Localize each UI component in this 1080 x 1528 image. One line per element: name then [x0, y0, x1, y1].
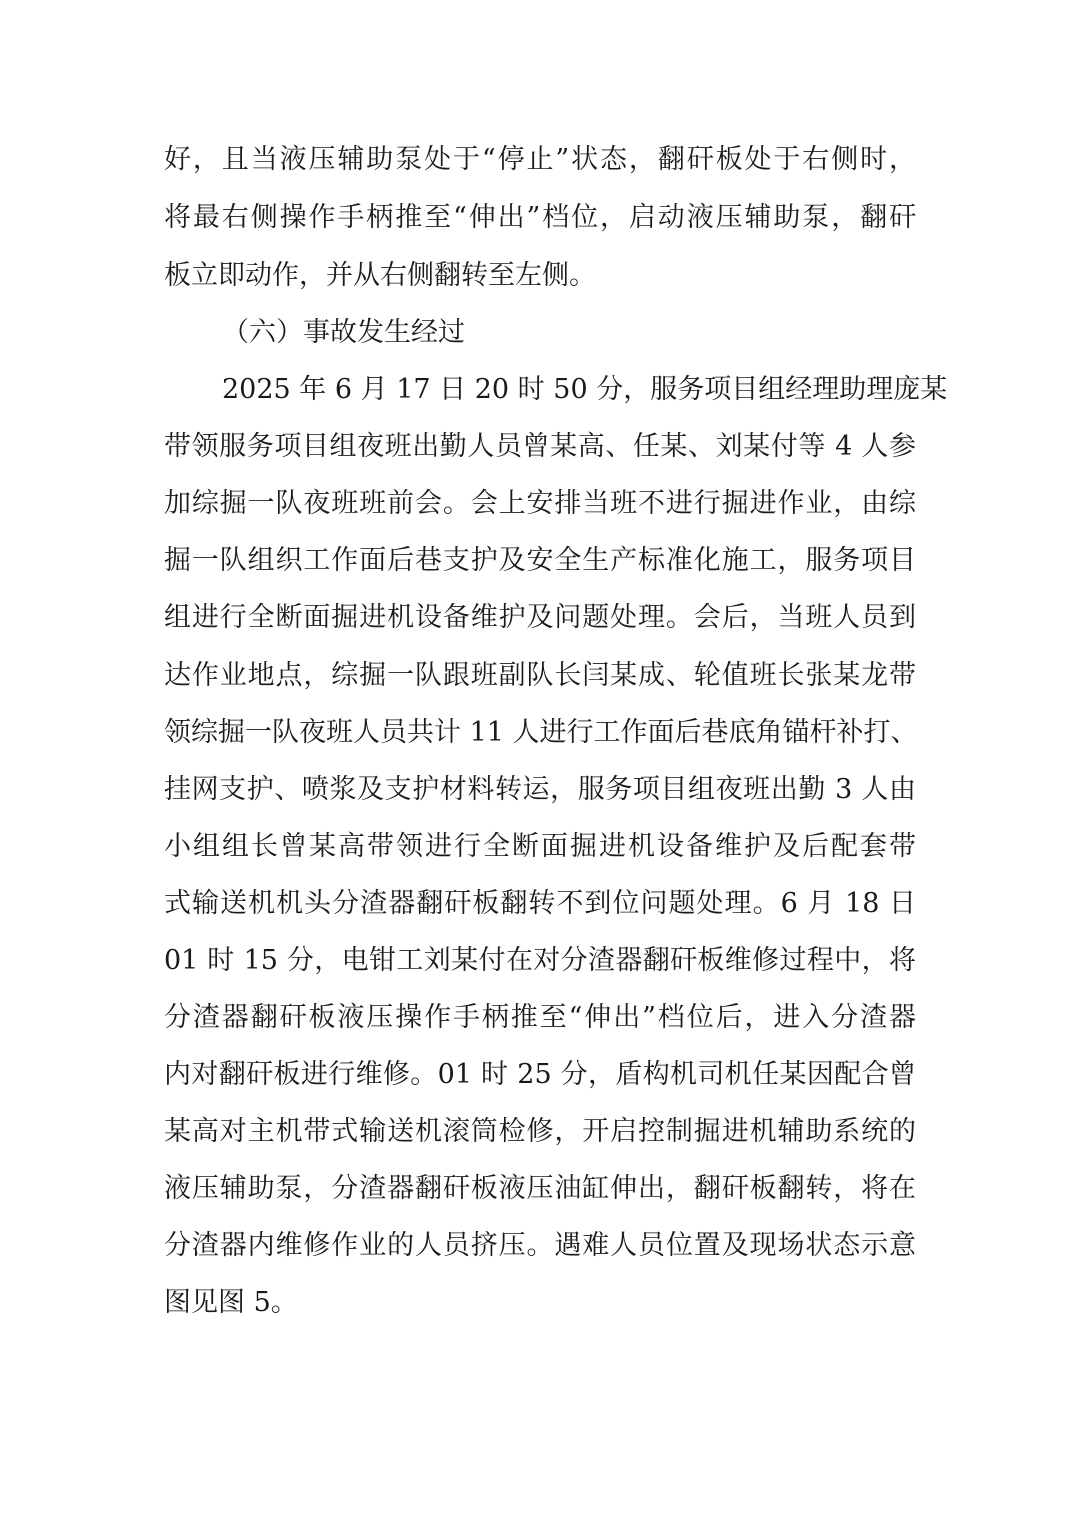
section-heading: （六）事故发生经过 [222, 317, 465, 348]
paragraph-line: 将最右侧操作手柄推至“伸出”档位，启动液压辅助泵，翻矸 [164, 202, 916, 233]
paragraph-line: 分渣器内维修作业的人员挤压。遇难人员位置及现场状态示意 [164, 1230, 916, 1261]
paragraph-line: 液压辅助泵，分渣器翻矸板液压油缸伸出，翻矸板翻转，将在 [164, 1173, 916, 1204]
paragraph-line: 加综掘一队夜班班前会。会上安排当班不进行掘进作业，由综 [164, 488, 916, 519]
paragraph-line: 分渣器翻矸板液压操作手柄推至“伸出”档位后，进入分渣器 [164, 1002, 916, 1033]
paragraph-line: 好，且当液压辅助泵处于“停止”状态，翻矸板处于右侧时， [164, 144, 916, 175]
paragraph-line: 01 时 15 分，电钳工刘某付在对分渣器翻矸板维修过程中，将 [164, 945, 916, 976]
paragraph-line: 挂网支护、喷浆及支护材料转运，服务项目组夜班出勤 3 人由 [164, 774, 916, 805]
paragraph-line: 领综掘一队夜班人员共计 11 人进行工作面后巷底角锚杆补打、 [164, 717, 918, 748]
paragraph-line: 图见图 5。 [164, 1287, 298, 1318]
paragraph-line: 带领服务项目组夜班出勤人员曾某高、任某、刘某付等 4 人参 [164, 431, 916, 462]
paragraph-line: 达作业地点，综掘一队跟班副队长闫某成、轮值班长张某龙带 [164, 660, 916, 691]
paragraph-line: 掘一队组织工作面后巷支护及安全生产标准化施工，服务项目 [164, 545, 916, 576]
paragraph-line: 某高对主机带式输送机滚筒检修，开启控制掘进机辅助系统的 [164, 1116, 916, 1147]
paragraph-line: 小组组长曾某高带领进行全断面掘进机设备维护及后配套带 [164, 831, 916, 862]
paragraph-line: 2025 年 6 月 17 日 20 时 50 分，服务项目组经理助理庞某 [222, 374, 948, 405]
paragraph-line: 式输送机机头分渣器翻矸板翻转不到位问题处理。6 月 18 日 [164, 888, 916, 919]
paragraph-line: 组进行全断面掘进机设备维护及问题处理。会后，当班人员到 [164, 602, 916, 633]
paragraph-line: 板立即动作，并从右侧翻转至左侧。 [164, 260, 596, 291]
paragraph-line: 内对翻矸板进行维修。01 时 25 分，盾构机司机任某因配合曾 [164, 1059, 916, 1090]
